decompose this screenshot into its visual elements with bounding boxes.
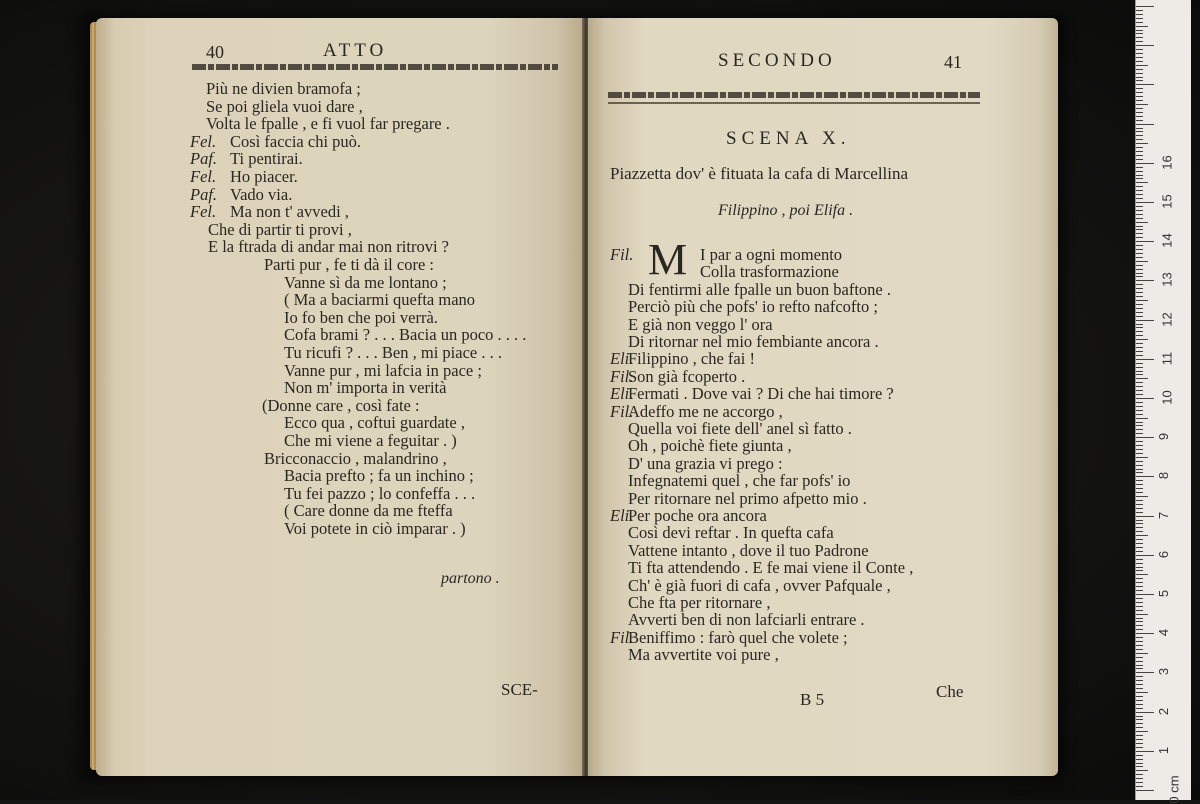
ruler-tick <box>1136 378 1148 379</box>
right-text-line: Oh , poichè fiete giunta , <box>628 436 792 456</box>
ruler-tick <box>1136 276 1143 277</box>
ruler-tick <box>1136 167 1143 168</box>
ruler-tick <box>1136 382 1143 383</box>
ruler-tick <box>1136 763 1143 764</box>
left-text-line: Ho piacer. <box>230 167 298 186</box>
ruler-tick <box>1136 100 1143 101</box>
ruler-tick <box>1136 766 1143 767</box>
ruler-tick <box>1136 418 1148 419</box>
right-speaker-label: Eli. <box>610 384 634 404</box>
ruler-number: 12 <box>1159 311 1175 327</box>
ruler-tick <box>1136 22 1143 23</box>
ruler-tick <box>1136 265 1143 266</box>
ruler-tick <box>1136 327 1143 328</box>
ruler-tick <box>1136 339 1148 340</box>
ruler-tick <box>1136 653 1148 654</box>
ruler-tick <box>1136 563 1143 564</box>
ruler-tick <box>1136 618 1143 619</box>
right-speaker-label: Fil. <box>610 366 634 386</box>
left-text-line: Bacia prefto ; fa un inchino ; <box>284 466 474 486</box>
ruler-number: 4 <box>1156 629 1172 637</box>
ruler-tick <box>1136 84 1154 85</box>
ruler-tick <box>1136 261 1148 262</box>
left-exit-direction: partono . <box>441 570 500 587</box>
right-text-line: Colla trasformazione <box>700 262 839 282</box>
ruler-number: 1 <box>1156 746 1172 754</box>
right-text-line: Adeffo me ne accorgo , <box>628 401 783 421</box>
right-text-line: Perciò più che pofs' io refto nafcofto ; <box>628 297 878 317</box>
ruler-tick <box>1136 30 1143 31</box>
ruler-tick <box>1136 625 1143 626</box>
ruler-tick <box>1136 610 1143 611</box>
left-text-line: Volta le fpalle , e fi vuol far pregare . <box>206 114 450 134</box>
right-text-line: Beniffimo : farò quel che volete ; <box>628 627 848 647</box>
ruler-number: 0 cm <box>1166 775 1182 804</box>
ruler-tick <box>1136 555 1154 556</box>
ruler-tick <box>1136 496 1148 497</box>
ruler-number: 9 <box>1156 433 1172 441</box>
ruler-tick <box>1136 551 1143 552</box>
ruler-tick <box>1136 637 1143 638</box>
ruler-tick <box>1136 367 1143 368</box>
ruler-number: 11 <box>1159 351 1175 366</box>
ruler-tick <box>1136 135 1143 136</box>
ruler-tick <box>1136 461 1143 462</box>
left-page <box>96 18 584 776</box>
ruler-tick <box>1136 237 1143 238</box>
ruler-tick <box>1136 210 1143 211</box>
left-text-line: Se poi gliela vuoi dare , <box>206 96 363 116</box>
ruler-tick <box>1136 92 1143 93</box>
ruler-tick <box>1136 770 1148 771</box>
drop-cap: M <box>648 235 688 284</box>
ruler-tick <box>1136 284 1143 285</box>
ruler-tick <box>1136 527 1143 528</box>
ruler-tick <box>1136 116 1143 117</box>
left-text-line: Che mi viene a feguitar . ) <box>284 431 457 450</box>
ruler-tick <box>1136 712 1154 713</box>
ruler-tick <box>1136 359 1154 360</box>
ruler-tick <box>1136 175 1143 176</box>
left-text-line: (Donne care , così fate : <box>262 395 420 415</box>
ruler-tick <box>1136 147 1143 148</box>
ruler-tick <box>1136 465 1143 466</box>
ruler-tick <box>1136 57 1143 58</box>
ruler-tick <box>1136 249 1143 250</box>
ruler-tick <box>1136 186 1143 187</box>
ruler-tick <box>1136 41 1143 42</box>
left-text-line: Io fo ben che poi verrà. <box>284 307 438 327</box>
ruler-tick <box>1136 786 1143 787</box>
ruler-tick <box>1136 657 1143 658</box>
left-text-line: Che di partir ti provi , <box>208 219 352 239</box>
ruler-tick <box>1136 700 1143 701</box>
ruler-tick <box>1136 308 1143 309</box>
ruler-tick <box>1136 672 1154 673</box>
ruler-tick <box>1136 33 1143 34</box>
right-text-line: Son già fcoperto . <box>628 366 746 386</box>
ruler-tick <box>1136 531 1143 532</box>
ruler-tick <box>1136 661 1143 662</box>
ruler-tick <box>1136 633 1154 634</box>
ruler-number: 16 <box>1159 155 1175 170</box>
ruler-tick <box>1136 65 1148 66</box>
left-text-line: ( Ma a baciarmi quefta mano <box>284 290 476 310</box>
ruler-tick <box>1136 131 1143 132</box>
left-speaker-label: Fel. <box>190 167 217 186</box>
right-text-line: D' una grazia vi prego : <box>628 453 783 473</box>
ruler-tick <box>1136 668 1143 669</box>
ruler-tick <box>1136 578 1143 579</box>
right-text-line: Avverti ben di non lafciarli entrare . <box>628 610 865 630</box>
ruler-tick <box>1136 331 1143 332</box>
left-text-line: Voi potete in ciò imparar . ) <box>284 519 466 538</box>
scene-location: Piazzetta dov' è fituata la cafa di Marcellina <box>610 164 909 183</box>
ruler-tick <box>1136 398 1154 399</box>
ruler-tick <box>1136 143 1148 144</box>
ruler-number: 6 <box>1156 550 1172 558</box>
right-speaker-label: Fil. <box>610 401 634 421</box>
ruler-tick <box>1136 288 1143 289</box>
ruler-tick <box>1136 684 1143 685</box>
left-speaker-label: Fel. <box>190 202 217 222</box>
ruler-tick <box>1136 88 1143 89</box>
ruler-tick <box>1136 292 1143 293</box>
right-text-line: Infegnatemi quel , che far pofs' io <box>628 471 851 491</box>
ruler-tick <box>1136 77 1143 78</box>
right-text-line: E già non veggo l' ora <box>628 314 773 334</box>
ruler-tick <box>1136 229 1143 230</box>
ruler-tick <box>1136 614 1148 615</box>
ruler-tick <box>1136 790 1154 791</box>
ruler-tick <box>1136 222 1148 223</box>
ruler-tick <box>1136 151 1143 152</box>
left-text-line: Cofa brami ? . . . Bacia un poco . . . . <box>284 325 527 345</box>
ruler-tick <box>1136 171 1143 172</box>
ruler-tick <box>1136 296 1143 297</box>
left-text-line: Vado via. <box>230 184 293 204</box>
ruler-tick <box>1136 355 1143 356</box>
ruler-tick <box>1136 316 1143 317</box>
ruler-tick <box>1136 182 1148 183</box>
ruler-tick <box>1136 641 1143 642</box>
ruler-tick <box>1136 194 1143 195</box>
left-text-line: Ti pentirai. <box>230 149 303 169</box>
ruler-tick <box>1136 124 1154 125</box>
ruler-tick <box>1136 629 1143 630</box>
ruler-tick <box>1136 606 1143 607</box>
ruler-tick <box>1136 480 1143 481</box>
ruler-tick <box>1136 692 1148 693</box>
ruler-tick <box>1136 73 1143 74</box>
ruler-tick <box>1136 743 1143 744</box>
left-text-line: ( Care donne da me fteffa <box>284 501 453 521</box>
ruler-number: 13 <box>1159 272 1175 288</box>
left-text-line: Più ne divien bramofa ; <box>206 79 361 98</box>
left-text-line: Vanne pur , mi lafcia in pace ; <box>284 360 482 380</box>
ruler-tick <box>1136 406 1143 407</box>
left-page-number: 40 <box>206 42 224 62</box>
right-catchword: Che <box>936 682 964 701</box>
ruler-tick <box>1136 347 1143 348</box>
ruler-number: 5 <box>1156 589 1172 598</box>
ruler-tick <box>1136 774 1143 775</box>
ruler-tick <box>1136 445 1143 446</box>
ruler-tick <box>1136 280 1154 281</box>
ruler-tick <box>1136 586 1143 587</box>
ruler-tick <box>1136 206 1143 207</box>
ruler-tick <box>1136 680 1143 681</box>
left-text-line: E la ftrada di andar mai non ritrovi ? <box>208 237 449 257</box>
ruler-number: 10 <box>1159 390 1175 405</box>
right-text-line: Quella voi fiete dell' anel sì fatto . <box>628 419 852 438</box>
ruler-tick <box>1136 108 1143 109</box>
ruler-tick <box>1136 676 1143 677</box>
ruler-tick <box>1136 516 1154 517</box>
ruler-tick <box>1136 735 1143 736</box>
ruler-tick <box>1136 755 1143 756</box>
left-speaker-label: Paf. <box>190 149 218 169</box>
ruler-tick <box>1136 343 1143 344</box>
left-running-head: ATTO <box>323 40 388 61</box>
ruler-tick <box>1136 233 1143 234</box>
ruler-tick <box>1136 202 1154 203</box>
ruler-tick <box>1136 374 1143 375</box>
ruler-tick <box>1136 410 1143 411</box>
ruler-number: 8 <box>1156 472 1172 480</box>
ruler-tick <box>1136 759 1143 760</box>
ruler-tick <box>1136 49 1143 50</box>
ruler-tick <box>1136 14 1143 15</box>
ruler-tick <box>1136 37 1143 38</box>
ruler-tick <box>1136 386 1143 387</box>
ruler-tick <box>1136 155 1143 156</box>
ruler-tick <box>1136 570 1143 571</box>
scene-characters: Filippino , poi Elifa . <box>718 202 854 219</box>
ruler-tick <box>1136 18 1143 19</box>
ruler-tick <box>1136 649 1143 650</box>
right-header-rule-2 <box>608 102 980 104</box>
ruler-tick <box>1136 512 1143 513</box>
ruler-tick <box>1136 61 1143 62</box>
left-header-rule <box>192 64 558 70</box>
ruler-tick <box>1136 449 1143 450</box>
ruler-tick <box>1136 539 1143 540</box>
right-speaker-label: Eli. <box>610 349 634 369</box>
ruler-tick <box>1136 574 1148 575</box>
right-text-line: Filippino , che fai ! <box>628 349 755 369</box>
ruler-tick <box>1136 708 1143 709</box>
ruler-tick <box>1136 433 1143 434</box>
left-text-line: Parti pur , fe ti dà il core : <box>264 255 434 274</box>
ruler-tick <box>1136 190 1143 191</box>
ruler-tick <box>1136 723 1143 724</box>
left-text-line: Così faccia chi può. <box>230 131 362 151</box>
ruler-tick <box>1136 241 1154 242</box>
scene-title: SCENA X. <box>726 128 851 149</box>
ruler-tick <box>1136 226 1143 227</box>
ruler-tick <box>1136 198 1143 199</box>
right-text-line: Di fentirmi alle fpalle un buon baftone . <box>628 279 892 299</box>
ruler-tick <box>1136 747 1143 748</box>
right-speaker-label: Fil. <box>610 627 634 647</box>
ruler-tick <box>1136 26 1148 27</box>
ruler-tick <box>1136 731 1148 732</box>
ruler-tick <box>1136 163 1154 164</box>
ruler-tick <box>1136 739 1143 740</box>
ruler-tick <box>1136 218 1143 219</box>
ruler-tick <box>1136 253 1143 254</box>
ruler-tick <box>1136 245 1143 246</box>
ruler-tick <box>1136 782 1143 783</box>
ruler-tick <box>1136 425 1143 426</box>
ruler-tick <box>1136 504 1143 505</box>
ruler-tick <box>1136 120 1143 121</box>
ruler-tick <box>1136 80 1143 81</box>
ruler-tick <box>1136 69 1143 70</box>
ruler-tick <box>1136 547 1143 548</box>
ruler-tick <box>1136 394 1143 395</box>
ruler-tick <box>1136 559 1143 560</box>
ruler-tick <box>1136 429 1143 430</box>
ruler-tick <box>1136 500 1143 501</box>
ruler-tick <box>1136 300 1148 301</box>
right-text-line: Per ritornare nel primo afpetto mio . <box>628 488 867 508</box>
ruler-tick <box>1136 778 1143 779</box>
right-text-line: Ma avvertite voi pure , <box>628 645 779 665</box>
left-text-line: Bricconaccio , malandrino , <box>264 448 447 468</box>
ruler-tick <box>1136 104 1148 105</box>
ruler-number: 3 <box>1156 668 1172 676</box>
ruler-tick <box>1136 320 1154 321</box>
ruler-tick <box>1136 390 1143 391</box>
left-text-line: Tu fei pazzo ; lo confeffa . . . <box>284 483 476 503</box>
ruler-tick <box>1136 484 1143 485</box>
ruler-tick <box>1136 422 1143 423</box>
right-text-line: Fermati . Dove vai ? Di che hai timore ? <box>628 384 894 404</box>
ruler-tick <box>1136 437 1154 438</box>
right-speaker-label: Fil. <box>610 245 634 264</box>
ruler-number: 15 <box>1159 194 1175 209</box>
ruler-tick <box>1136 139 1143 140</box>
ruler-tick <box>1136 598 1143 599</box>
ruler-tick <box>1136 719 1143 720</box>
ruler-number: 14 <box>1159 233 1175 248</box>
left-text-line: Ecco qua , coftui guardate , <box>284 413 465 433</box>
ruler-tick <box>1136 567 1143 568</box>
ruler-tick <box>1136 543 1143 544</box>
left-speaker-label: Fel. <box>190 131 217 151</box>
ruler-tick <box>1136 128 1143 129</box>
ruler-tick <box>1136 414 1143 415</box>
ruler-tick <box>1136 520 1143 521</box>
ruler-tick <box>1136 324 1143 325</box>
ruler-tick <box>1136 53 1143 54</box>
ruler-tick <box>1136 269 1143 270</box>
left-text-line: Non m' importa in verità <box>284 378 447 398</box>
ruler-tick <box>1136 621 1143 622</box>
ruler-tick <box>1136 441 1143 442</box>
right-header-rule <box>608 92 980 98</box>
right-text-line: I par a ogni momento <box>700 245 843 264</box>
ruler-tick <box>1136 704 1143 705</box>
ruler-tick <box>1136 6 1154 7</box>
ruler-number: 2 <box>1156 707 1172 715</box>
ruler-tick <box>1136 535 1148 536</box>
ruler-tick <box>1136 492 1143 493</box>
ruler-tick <box>1136 402 1143 403</box>
ruler-tick <box>1136 594 1154 595</box>
ruler-tick <box>1136 582 1143 583</box>
right-text-line: Di ritornar nel mio fembiante ancora . <box>628 332 879 351</box>
measurement-ruler <box>1135 0 1191 804</box>
ruler-tick <box>1136 508 1143 509</box>
left-text-line: Ma non t' avvedi , <box>230 202 349 222</box>
right-text-line: Ti fta attendendo . E fe mai viene il Conte , <box>628 558 914 578</box>
ruler-tick <box>1136 751 1154 752</box>
left-text-line: Vanne sì da me lontano ; <box>284 272 447 292</box>
ruler-tick <box>1136 96 1143 97</box>
ruler-tick <box>1136 688 1143 689</box>
right-page <box>588 18 1058 776</box>
ruler-tick <box>1136 457 1148 458</box>
left-text-line: Tu ricufi ? . . . Ben , mi piace . . . <box>284 343 502 362</box>
left-speaker-label: Paf. <box>190 184 218 204</box>
ruler-tick <box>1136 453 1143 454</box>
right-text-line: Ch' è già fuori di cafa , ovver Pafquale , <box>628 575 891 595</box>
ruler-tick <box>1136 476 1154 477</box>
right-speaker-label: Eli. <box>610 506 634 525</box>
ruler-tick <box>1136 257 1143 258</box>
signature-mark: B 5 <box>800 690 825 709</box>
ruler-tick <box>1136 727 1143 728</box>
ruler-tick <box>1136 523 1143 524</box>
ruler-tick <box>1136 159 1143 160</box>
right-text-line: Vattene intanto , dove il tuo Padrone <box>628 540 869 560</box>
ruler-tick <box>1136 602 1143 603</box>
right-page-number: 41 <box>944 52 962 72</box>
ruler-tick <box>1136 488 1143 489</box>
right-text-line: Per poche ora ancora <box>628 506 767 525</box>
ruler-tick <box>1136 351 1143 352</box>
ruler-tick <box>1136 112 1143 113</box>
ruler-tick <box>1136 590 1143 591</box>
ruler-tick <box>1136 716 1143 717</box>
ruler-tick <box>1136 371 1143 372</box>
ruler-tick <box>1136 335 1143 336</box>
ruler-tick <box>1136 363 1143 364</box>
ruler-tick <box>1136 45 1154 46</box>
ruler-tick <box>1136 10 1143 11</box>
ruler-tick <box>1136 273 1143 274</box>
ruler-tick <box>1136 214 1143 215</box>
ruler-tick <box>1136 304 1143 305</box>
right-text-line: Così devi reftar . In quefta cafa <box>628 523 834 543</box>
ruler-tick <box>1136 472 1143 473</box>
ruler-tick <box>1136 178 1143 179</box>
ruler-number: 7 <box>1156 511 1172 519</box>
ruler-tick <box>1136 696 1143 697</box>
ruler-tick <box>1136 665 1143 666</box>
right-text-line: Che fta per ritornare , <box>628 593 771 612</box>
ruler-tick <box>1136 645 1143 646</box>
ruler-tick <box>1136 312 1143 313</box>
right-running-head: SECONDO <box>718 50 836 71</box>
ruler-tick <box>1136 469 1143 470</box>
left-catchword: SCE- <box>501 680 538 699</box>
